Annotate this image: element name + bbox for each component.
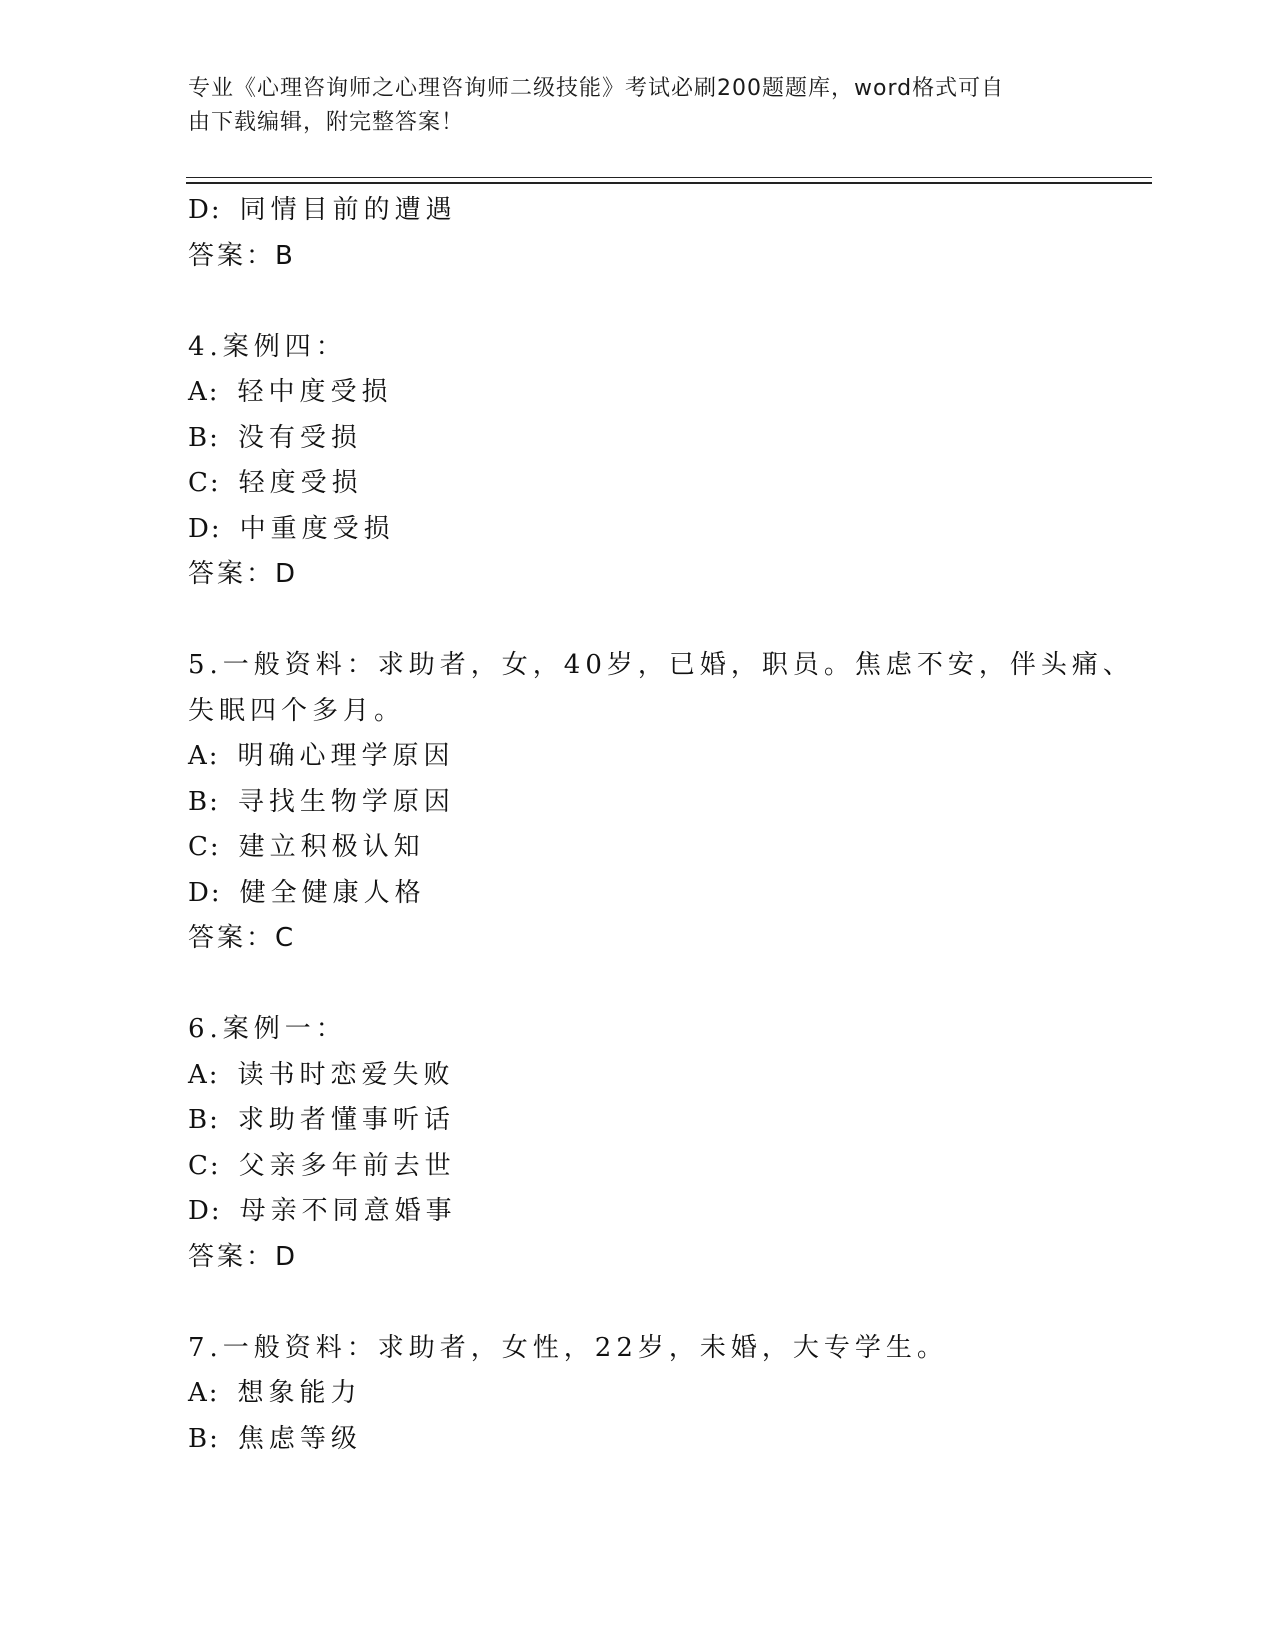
document-header — [188, 72, 1068, 140]
option-text: 母亲不同意婚事 — [239, 1196, 457, 1226]
option-text: 没有受损 — [237, 422, 362, 453]
option-text: 想象能力 — [237, 1378, 362, 1408]
option-row — [188, 825, 1088, 871]
option-row — [188, 1098, 1088, 1144]
option-row — [188, 734, 1088, 780]
option-letter: B: — [188, 422, 220, 453]
option-row — [188, 188, 1088, 234]
option-text: 明确心理学原因 — [237, 741, 455, 771]
option-row — [188, 370, 1088, 416]
question-text-continued: 失眠四个多月。 — [188, 695, 406, 726]
spacer — [188, 279, 1088, 325]
option-letter: C: — [188, 1150, 221, 1181]
option-letter: A: — [188, 1059, 220, 1090]
option-text: 读书时恋爱失败 — [237, 1059, 455, 1090]
option-letter: D: — [188, 195, 222, 225]
question-text: 6.案例一： — [188, 1014, 347, 1044]
answer-line: 答案：D — [188, 1241, 299, 1272]
header-line-2: 由下载编辑，附完整答案！ — [188, 110, 465, 135]
spacer — [188, 1280, 1088, 1326]
option-row — [188, 507, 1088, 553]
option-text: 中重度受损 — [239, 513, 395, 544]
option-letter: D: — [188, 877, 222, 908]
answer-line: 答案：C — [188, 923, 297, 953]
option-text: 轻中度受损 — [237, 377, 393, 407]
header-divider-thick — [186, 182, 1152, 184]
option-row — [188, 871, 1088, 917]
option-text: 同情目前的遭遇 — [239, 195, 457, 225]
option-row — [188, 1371, 1088, 1417]
option-row — [188, 1144, 1088, 1190]
option-text: 轻度受损 — [238, 468, 363, 498]
option-letter: B: — [188, 1423, 220, 1454]
option-letter: D: — [188, 513, 222, 544]
question-text: 4.案例四： — [188, 331, 347, 362]
answer-line: 答案：B — [188, 240, 296, 271]
question-text: 7.一般资料：求助者，女性，22岁，未婚，大专学生。 — [188, 1332, 948, 1363]
option-row — [188, 1053, 1088, 1099]
header-line-1: 专业《心理咨询师之心理咨询师二级技能》考试必刷200题题库，word格式可自 — [188, 76, 1005, 101]
option-row — [188, 416, 1088, 462]
option-letter: B: — [188, 786, 220, 817]
option-text: 健全健康人格 — [239, 877, 426, 908]
option-letter: C: — [188, 468, 221, 498]
option-text: 建立积极认知 — [238, 832, 425, 862]
spacer — [188, 962, 1088, 1008]
option-letter: A: — [188, 377, 220, 407]
option-row — [188, 461, 1088, 507]
option-text: 焦虑等级 — [237, 1423, 362, 1454]
option-row — [188, 1417, 1088, 1463]
option-text: 求助者懂事听话 — [237, 1105, 455, 1135]
option-letter: A: — [188, 1378, 220, 1408]
option-letter: B: — [188, 1105, 220, 1135]
option-letter: A: — [188, 741, 220, 771]
question-text: 5.一般资料：求助者，女，40岁，已婚，职员。焦虑不安，伴头痛、 — [188, 650, 1134, 680]
question-list — [188, 188, 1134, 1462]
option-text: 寻找生物学原因 — [237, 786, 455, 817]
option-row — [188, 780, 1088, 826]
option-row — [188, 1189, 1088, 1235]
answer-line: 答案：D — [188, 559, 299, 589]
option-letter: C: — [188, 832, 221, 862]
option-text: 父亲多年前去世 — [238, 1150, 456, 1181]
spacer — [188, 598, 1088, 644]
header-divider-thin — [186, 177, 1152, 178]
option-letter: D: — [188, 1196, 222, 1226]
